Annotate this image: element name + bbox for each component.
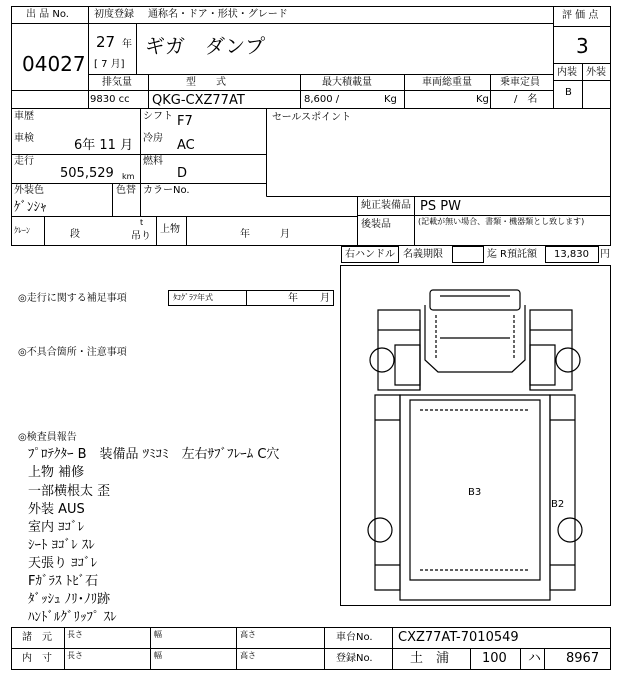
height-label: 高さ [240,630,256,639]
crane-label: ｸﾚｰﾝ [14,226,30,235]
year-unit: 年 [122,39,132,50]
report-line: Fｶﾞﾗｽ ﾄﾋﾞ石 [28,574,99,589]
color-change-label: 色替 [116,185,136,196]
model-label: 型 式 [186,77,226,88]
displacement-label: 排気量 [102,77,132,88]
dimensions-label: 諸 元 [22,632,52,643]
chassis-number: CXZ77AT-7010549 [398,630,519,645]
first-registration-month: [ 7 月] [94,59,125,70]
inspection-expiry: 6年 11 月 [74,138,134,153]
sales-point-label: セールスポイント [272,112,352,123]
fuel-label: 燃料 [143,156,163,167]
interior-height-label: 高さ [240,651,256,660]
mileage-unit: km [122,172,135,181]
vehicle-name-label: 通称名・ドア・形状・グレード [148,9,288,20]
interior-width-label: 幅 [154,651,162,660]
history-label: 車歴 [14,111,34,122]
displacement: 9830 cc [90,94,130,105]
until-label: 迄 [487,249,497,260]
overall-score: 3 [576,34,589,58]
inspection-label: 車検 [14,133,34,144]
report-line: 室内 ﾖｺﾞﾚ [28,520,85,535]
shift: F7 [177,114,193,129]
exterior-label: 外装 [586,67,606,78]
interior-label: 内装 [557,67,577,78]
crane-ton: t [140,218,144,227]
registration-class: 100 [482,651,507,666]
right-hand-drive: 右ハンドル [345,249,395,260]
max-load-label: 最大積載量 [322,77,372,88]
report-line: ﾌﾟﾛﾃｸﾀｰ B 装備品 ﾂﾐｺﾐ 左右ｻﾌﾞﾌﾚｰﾑ C穴 [28,447,280,462]
report-line: ﾊﾝﾄﾞﾙｸﾞﾘｯﾌﾟ ｽﾚ [28,610,117,625]
crane-hook: 吊り [131,231,151,242]
report-line: ﾀﾞｯｼｭ ﾉﾘ･ﾉﾘ跡 [28,592,111,607]
name-change-box [452,246,484,263]
shift-label: シフト [143,111,173,122]
first-registration-year: 27 [96,33,116,51]
vehicle-name: ギガ ダンプ [145,34,266,58]
damage-mark-bed: B3 [468,487,482,498]
capacity-label: 乗車定員 [500,77,540,88]
chassis-no-label: 車台No. [336,632,373,643]
color-code-label: カラーNo. [143,185,190,196]
exterior-color: ｹﾞﾝｼｬ [14,200,47,215]
aftermarket-label: 後装品 [361,219,391,230]
lot-number: 04027 [22,52,86,76]
report-line: 外装 AUS [28,502,85,517]
driving-notes-title: ◎走行に関する補足事項 [18,293,127,304]
score-label: 評 価 点 [562,10,599,21]
body-label: 上物 [160,224,180,235]
name-change-label: 名義期限 [403,249,443,260]
tacho-month: 月 [320,293,330,304]
recycle-amount: 13,830 [554,249,589,260]
mileage: 505,529 [60,166,114,181]
report-line: 上物 補修 [28,465,85,480]
tacho-year: 年 [288,293,298,304]
capacity: / 名 [514,94,538,105]
tacho-label: ﾀｺｸﾞﾗﾌ年式 [173,293,213,302]
exterior-color-label: 外装色 [14,185,44,196]
report-line: 一部横根太 歪 [28,484,111,499]
interior-length-label: 長さ [67,651,83,660]
mileage-label: 走行 [14,156,34,167]
ac-label: 冷房 [143,133,163,144]
fuel: D [177,166,188,181]
options: PS PW [420,199,461,214]
registration-kana: ハ [528,651,542,666]
defects-title: ◎不具合箇所・注意事項 [18,347,127,358]
gross-weight-label: 車両総重量 [422,77,472,88]
recycle-label: R預託額 [500,249,537,260]
crane-stage: 段 [70,229,80,240]
options-label: 純正装備品 [361,200,411,211]
interior-dimensions-label: 内 寸 [22,653,52,664]
recycle-unit: 円 [600,249,610,260]
body-month: 月 [280,229,290,240]
max-load: 8,600 / [304,94,340,105]
first-registration-label: 初度登録 [94,9,134,20]
report-line: ｼｰﾄ ﾖｺﾞﾚ ｽﾚ [28,538,95,553]
lot-no-label: 出 品 No. [26,9,69,20]
damage-mark-side: B2 [551,499,565,510]
model-code: QKG-CXZ77AT [152,93,245,108]
recycle-box [545,246,599,263]
rhd-box [341,246,399,263]
interior-score: B [565,87,572,98]
registration-no-label: 登録No. [336,653,373,664]
width-label: 幅 [154,630,162,639]
length-label: 長さ [67,630,83,639]
gross-weight-unit: Kg [476,94,489,105]
inspector-report-title: ◎検査員報告 [18,432,77,443]
air-conditioner: AC [177,138,195,153]
aftermarket-note: (記載が無い場合、書類・機器類とし致します) [418,217,585,226]
registration-place: 土 浦 [410,651,450,666]
registration-number: 8967 [566,651,600,666]
report-line: 天張り ﾖｺﾞﾚ [28,556,98,571]
body-year: 年 [240,229,250,240]
max-load-unit: Kg [384,94,397,105]
